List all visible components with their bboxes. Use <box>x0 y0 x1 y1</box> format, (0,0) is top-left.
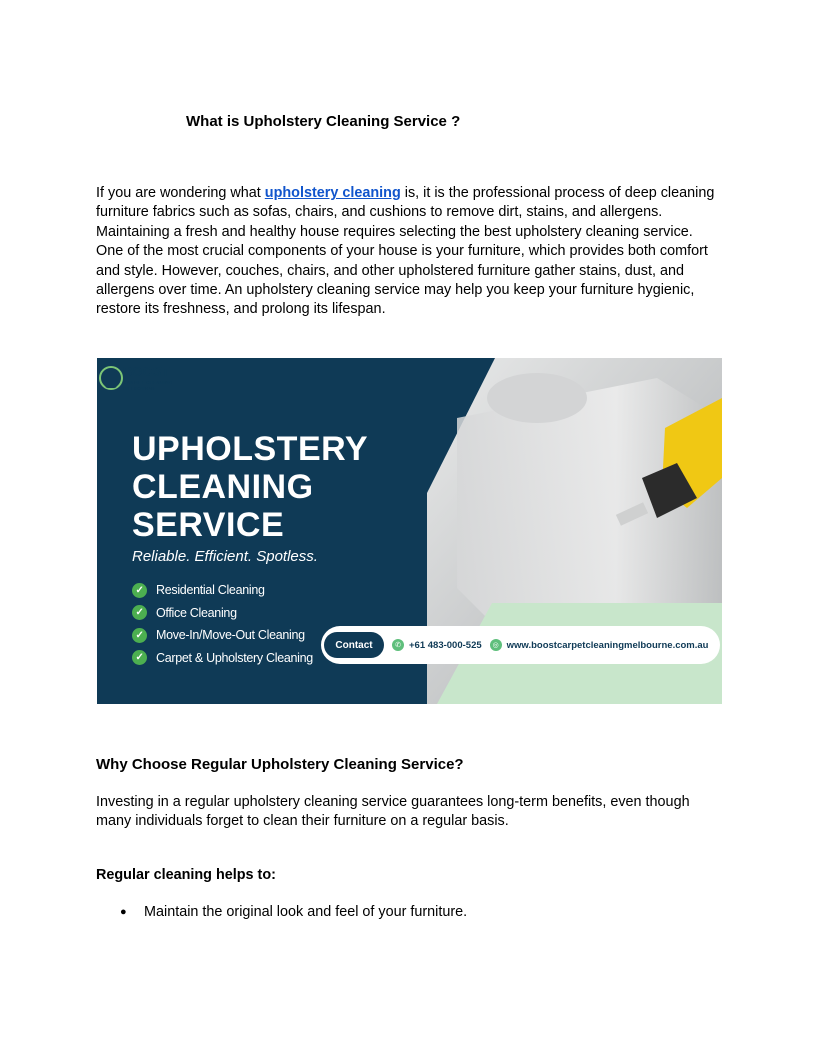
feature-item <box>132 602 313 625</box>
logo-mark-icon <box>99 362 123 394</box>
banner-title-line2: CLEANING <box>132 468 314 506</box>
feature-label: Residential Cleaning <box>156 583 265 598</box>
contact-phone: +61 483-000-525 <box>409 639 482 651</box>
why-paragraph: Investing in a regular upholstery cleaning service guarantees long-term benefits, even though many individuals forget to clean their furniture on a regular basis. <box>96 794 690 830</box>
banner-tagline: Reliable. Efficient. Spotless. <box>132 548 318 565</box>
logo-subtitle <box>123 380 173 392</box>
check-icon: ✓ <box>132 583 147 598</box>
benefit-list <box>120 903 467 922</box>
intro-paragraph <box>96 184 722 320</box>
list-item: ● Maintain the original look and feel of your furniture. <box>120 903 467 922</box>
contact-bar <box>321 626 720 664</box>
intro-text-end: is, it is the professional process of deep cleaning furniture fabrics such as sofas, chairs, and cushions to remove dirt, stains, and allergens. Maintaining a fresh and healthy house requires selecting the best upholstery cleaning service. One of the most crucial components of your house is your furniture, which provides both comfort and style. However, couches, chairs, and other upholstered furniture gather stains, dust, and allergens over time. An upholstery cleaning service may help you keep your furniture hygienic, restore its freshness, and prolong its lifespan. <box>96 185 715 318</box>
upholstery-cleaning-link[interactable]: upholstery cleaning <box>264 185 401 201</box>
check-icon: ✓ <box>132 650 147 665</box>
globe-icon: ◎ <box>490 639 502 651</box>
feature-label: Office Cleaning <box>156 605 237 620</box>
upholstery-banner-image <box>97 358 722 704</box>
feature-item <box>132 624 313 647</box>
banner-title <box>132 430 368 544</box>
contact-badge: Contact <box>324 632 384 658</box>
contact-website: www.boostcarpetcleaningmelbourne.com.au <box>506 639 709 651</box>
logo-sub-line1: CARPET CLEANING <box>123 380 173 385</box>
banner-title-line1: UPHOLSTERY <box>132 430 369 468</box>
phone-icon: ✆ <box>392 639 404 651</box>
feature-label: Carpet & Upholstery Cleaning <box>156 650 313 665</box>
check-icon: ✓ <box>132 628 147 643</box>
why-heading: Why Choose Regular Upholstery Cleaning Service? <box>96 756 464 773</box>
check-icon: ✓ <box>132 605 147 620</box>
logo-name: BOOST <box>123 364 170 379</box>
feature-label: Move-In/Move-Out Cleaning <box>156 628 305 643</box>
banner-feature-list <box>132 579 313 669</box>
intro-text-start: If you are wondering what <box>96 185 265 201</box>
feature-item <box>132 579 313 602</box>
logo-sub-line2: MELBOURNE <box>123 386 157 391</box>
page-title: What is Upholstery Cleaning Service ? <box>186 113 461 130</box>
helps-heading: Regular cleaning helps to: <box>96 867 276 883</box>
boost-logo <box>97 358 187 398</box>
banner-title-line3: SERVICE <box>132 506 285 544</box>
feature-item <box>132 647 313 670</box>
